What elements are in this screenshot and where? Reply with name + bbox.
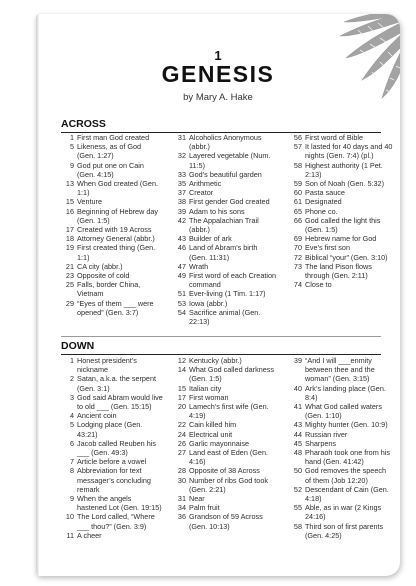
- clue-text: Wrath: [189, 261, 209, 271]
- clue-text: Article before a vowel: [77, 457, 147, 467]
- clue-text: Arithmetic: [189, 179, 222, 189]
- down-clue: [289, 420, 393, 429]
- clue-number: 73: [293, 261, 302, 271]
- down-clue: [173, 402, 277, 420]
- across-clue: [61, 179, 161, 197]
- clue-text: God put one on Cain (Gen. 4:15): [77, 160, 144, 179]
- down-clue: [289, 466, 393, 484]
- across-clue: [61, 280, 161, 298]
- across-clue: [173, 289, 277, 298]
- clue-text: Close to: [305, 280, 332, 290]
- clue-number: 69: [293, 234, 302, 244]
- page-title: GENESIS: [161, 61, 275, 87]
- clue-number: 74: [293, 280, 302, 290]
- clue-number: 36: [177, 512, 186, 522]
- clue-number: 9: [69, 160, 74, 170]
- across-clue: [173, 197, 277, 206]
- clue-text: Created with 19 Across: [77, 225, 152, 235]
- down-clue: [61, 439, 163, 457]
- down-clue: [173, 448, 277, 466]
- across-clue: [61, 207, 161, 225]
- puzzle-page: [36, 14, 400, 576]
- clue-number: 3: [69, 392, 74, 402]
- across-clue: [289, 262, 393, 280]
- clue-text: Descendant of Cain (Gen. 4:18): [305, 484, 389, 504]
- across-clue: [289, 179, 393, 188]
- clue-text: CA city (abbr.): [77, 261, 123, 271]
- clue-number: 1: [69, 133, 74, 142]
- clue-number: 53: [177, 298, 186, 308]
- clue-text: Garlic mayonnaise: [189, 438, 250, 448]
- across-clue: [289, 197, 393, 206]
- clue-number: 13: [65, 179, 74, 189]
- clue-text: Opposite of cold: [77, 271, 130, 281]
- clue-text: Layered vegetable (Num. 11:5): [189, 151, 271, 170]
- clue-number: 15: [65, 197, 74, 207]
- across-clue: [173, 188, 277, 197]
- clue-text: Palm fruit: [189, 503, 220, 513]
- down-clue: [173, 503, 277, 512]
- clue-text: Russian river: [305, 429, 348, 439]
- clue-text: First word of each Creation command: [189, 271, 277, 290]
- across-clue: [61, 299, 161, 317]
- clue-number: 35: [177, 179, 186, 189]
- clue-number: 37: [177, 188, 186, 198]
- clue-number: 51: [177, 289, 186, 299]
- clue-text: Sharpens: [305, 438, 337, 448]
- clue-number: 29: [65, 298, 74, 308]
- clue-text: Electrical unit: [189, 429, 233, 439]
- clue-number: 32: [177, 151, 186, 161]
- clue-number: 26: [177, 438, 186, 448]
- down-clue: [289, 430, 393, 439]
- clue-number: 61: [293, 197, 302, 207]
- across-clue: [61, 243, 161, 261]
- clue-text: “Eyes of them ___ were opened” (Gen. 3:7): [77, 298, 154, 317]
- down-clue: [173, 420, 277, 429]
- clue-text: Satan, a.k.a. the serpent (Gen. 3:1): [77, 374, 156, 393]
- clue-text: Land east of Eden (Gen. 4:16): [189, 448, 268, 467]
- clue-text: A cheer: [77, 530, 102, 540]
- down-column-1: [61, 356, 163, 540]
- down-clue: [173, 365, 277, 383]
- clue-number: 28: [177, 466, 186, 476]
- down-clue: [173, 384, 277, 393]
- clue-number: 19: [65, 243, 74, 253]
- clue-text: Abbreviation for text messager’s concluding remark: [77, 466, 151, 494]
- clue-text: When God created (Gen. 1:1): [77, 179, 158, 198]
- down-clue: [173, 356, 277, 365]
- clue-text: Phone co.: [305, 206, 338, 216]
- clue-number: 65: [293, 206, 302, 216]
- down-clue: [289, 402, 393, 420]
- clue-number: 42: [177, 215, 186, 225]
- clue-text: Attorney General (abbr.): [77, 234, 155, 244]
- down-clue: [61, 457, 163, 466]
- clue-text: First created thing (Gen. 1:1): [77, 243, 156, 262]
- across-clue: [173, 170, 277, 179]
- clue-text: Honest president’s nickname: [77, 356, 137, 375]
- clue-number: 44: [293, 429, 302, 439]
- clue-number: 46: [177, 243, 186, 253]
- down-clue: [61, 356, 163, 374]
- across-clue: [61, 197, 161, 206]
- across-clue: [61, 234, 161, 243]
- clue-text: Sacrifice animal (Gen. 22:13): [189, 307, 261, 327]
- down-clue: [173, 393, 277, 402]
- across-clue: [289, 188, 393, 197]
- clue-text: Lodging place (Gen. 43:21): [77, 420, 143, 439]
- clue-text: First woman: [189, 392, 229, 402]
- clue-text: When the angels hastened Lot (Gen. 19:15): [77, 494, 162, 513]
- across-clue: [173, 151, 277, 169]
- down-clue: [61, 420, 163, 438]
- clue-number: 40: [293, 383, 302, 393]
- clue-number: 48: [293, 448, 302, 458]
- across-clue: [61, 262, 161, 271]
- across-clue: [173, 262, 277, 271]
- across-column-3: [289, 133, 393, 289]
- clue-number: 57: [293, 142, 302, 152]
- down-clue: [61, 411, 163, 420]
- clue-text: The land Pison flows through (Gen. 2:11): [305, 261, 372, 281]
- across-clue: [289, 253, 393, 262]
- clue-text: Designated: [305, 197, 342, 207]
- down-clue: [61, 531, 163, 540]
- clue-number: 58: [293, 521, 302, 531]
- down-clue: [61, 374, 163, 392]
- clue-number: 11: [66, 530, 74, 540]
- across-clue: [61, 161, 161, 179]
- clue-number: 31: [177, 133, 186, 142]
- across-clue: [289, 243, 393, 252]
- author-byline: by Mary A. Hake: [183, 92, 253, 103]
- clue-number: 59: [293, 179, 302, 189]
- clue-number: 18: [65, 234, 74, 244]
- clue-text: Opposite of 38 Across: [189, 466, 260, 476]
- clue-text: Likeness, as of God (Gen. 1:27): [77, 142, 142, 161]
- clue-number: 7: [69, 457, 74, 467]
- across-clue: [173, 133, 277, 151]
- clue-text: Lamech’s first wife (Gen. 4:19): [189, 402, 269, 421]
- clue-number: 17: [177, 392, 186, 402]
- clue-text: Kentucky (abbr.): [189, 356, 242, 365]
- clue-text: It lasted for 40 days and 40 nights (Gen. 7:4) (pl.): [305, 142, 393, 161]
- across-column-1: [61, 133, 161, 317]
- across-heading: ACROSS: [61, 118, 381, 133]
- across-clue: [173, 179, 277, 188]
- clue-number: 12: [177, 356, 186, 365]
- down-clue: [289, 356, 393, 384]
- down-clue: [173, 466, 277, 475]
- clue-number: 8: [69, 466, 74, 476]
- down-clue: [61, 494, 163, 512]
- clue-number: 6: [69, 438, 74, 448]
- across-clue: [61, 142, 161, 160]
- down-clue: [173, 512, 277, 530]
- clue-number: 47: [177, 261, 186, 271]
- clue-number: 5: [69, 142, 74, 152]
- clue-number: 52: [293, 484, 302, 494]
- clue-number: 39: [177, 206, 186, 216]
- across-clue: [289, 280, 393, 289]
- chapter-number: 1: [214, 48, 222, 63]
- down-heading: DOWN: [61, 340, 381, 355]
- clue-text: Mighty hunter (Gen. 10:9): [305, 420, 388, 430]
- down-clue: [173, 430, 277, 439]
- clue-text: Hebrew name for God: [305, 234, 377, 244]
- clue-text: Eve’s first son: [305, 243, 350, 253]
- clue-number: 17: [65, 225, 74, 235]
- across-clue: [173, 216, 277, 234]
- down-clue: [173, 476, 277, 494]
- clue-text: Highest authority (1 Pet. 2:13): [305, 160, 383, 179]
- down-clue: [289, 448, 393, 466]
- clue-number: 72: [293, 252, 302, 262]
- down-clue: [173, 494, 277, 503]
- across-column-2: [173, 133, 277, 326]
- section-divider: [61, 336, 381, 337]
- clue-text: Third son of first parents (Gen. 4:25): [305, 521, 384, 540]
- clue-text: Ever-living (1 Tim. 1:17): [189, 289, 266, 299]
- clue-text: First gender God created: [189, 197, 270, 207]
- across-clue: [61, 225, 161, 234]
- clue-number: 55: [293, 503, 302, 513]
- clue-text: The Appalachian Trail (abbr.): [189, 215, 259, 235]
- across-clue: [173, 299, 277, 308]
- clue-text: God removes the speech of them (Job 12:20): [305, 466, 387, 485]
- clue-number: 34: [177, 503, 186, 513]
- down-clue: [61, 393, 163, 411]
- clue-text: Beginning of Hebrew day (Gen. 1:5): [77, 206, 159, 225]
- across-clue: [173, 271, 277, 289]
- clue-number: 5: [69, 420, 74, 430]
- clue-number: 54: [177, 307, 186, 317]
- across-clue: [289, 207, 393, 216]
- clue-text: Ancient coin: [77, 411, 117, 421]
- across-clue: [173, 207, 277, 216]
- clue-number: 15: [177, 383, 186, 393]
- clue-text: Iowa (abbr.): [189, 298, 228, 308]
- down-column-3: [289, 356, 393, 540]
- clue-number: 70: [293, 243, 302, 253]
- clue-number: 24: [177, 429, 186, 439]
- clue-text: Builder of ark: [189, 234, 232, 244]
- clue-number: 2: [69, 374, 74, 384]
- down-clue: [289, 384, 393, 402]
- down-clue: [289, 439, 393, 448]
- clue-number: 9: [69, 494, 74, 504]
- clue-number: 22: [177, 420, 186, 430]
- clue-number: 43: [177, 234, 186, 244]
- across-clue: [289, 216, 393, 234]
- clue-number: 56: [293, 133, 302, 142]
- clue-number: 45: [293, 438, 302, 448]
- clue-number: 38: [177, 197, 186, 207]
- clue-number: 39: [293, 356, 302, 365]
- clue-text: Biblical “your” (Gen. 3:10): [305, 252, 388, 262]
- clue-text: Able, as in war (2 Kings 24:16): [305, 503, 382, 522]
- clue-number: 20: [177, 402, 186, 412]
- clue-number: 50: [293, 466, 302, 476]
- clue-number: 25: [65, 280, 74, 290]
- across-clue: [61, 271, 161, 280]
- clue-text: Jacob called Reuben his ___ (Gen. 49:3): [77, 438, 156, 458]
- clue-number: 21: [65, 261, 74, 271]
- clue-text: Son of Noah (Gen. 5:32): [305, 179, 384, 189]
- down-clue: [61, 466, 163, 494]
- clue-text: What God called waters (Gen. 1:10): [305, 402, 382, 421]
- clue-number: 27: [177, 448, 186, 458]
- clue-text: Ark’s landing place (Gen. 8:4): [305, 383, 386, 402]
- down-clue: [289, 503, 393, 521]
- clue-text: God called the light this (Gen. 1:5): [305, 215, 381, 235]
- across-clue: [289, 161, 393, 179]
- clue-number: 41: [293, 402, 302, 412]
- clue-text: God said Abram would live to old ___ (Gen. 15:15): [77, 392, 163, 412]
- across-clue: [289, 234, 393, 243]
- clue-text: Venture: [77, 197, 102, 207]
- down-clue: [289, 485, 393, 503]
- clue-text: Pasta sauce: [305, 188, 345, 198]
- clue-text: Alcoholics Anonymous (abbr.): [189, 133, 262, 152]
- clue-number: 16: [65, 206, 74, 216]
- clue-number: 10: [65, 512, 74, 522]
- clue-number: 1: [69, 356, 74, 365]
- across-clue: [173, 243, 277, 261]
- clue-number: 14: [177, 365, 186, 375]
- clue-text: Adam to his sons: [189, 206, 245, 216]
- down-column-2: [173, 356, 277, 531]
- down-clue: [173, 439, 277, 448]
- clue-text: Falls, border China, Vietnam: [77, 280, 141, 299]
- across-clue: [61, 133, 161, 142]
- clue-number: 60: [293, 188, 302, 198]
- clue-text: The Lord called, “Where ___ thou?” (Gen. 3:9): [77, 512, 155, 531]
- clue-number: 58: [293, 160, 302, 170]
- clue-text: First word of Bible: [305, 133, 364, 142]
- clue-text: God’s beautiful garden: [189, 169, 262, 179]
- clue-text: Cain killed him: [189, 420, 237, 430]
- clue-number: 23: [65, 271, 74, 281]
- clue-number: 49: [177, 271, 186, 281]
- across-clue: [289, 133, 393, 142]
- clue-text: Grandson of 59 Across (Gen. 10:13): [189, 512, 263, 531]
- clue-number: 4: [69, 411, 74, 421]
- clue-text: Land of Abram’s birth (Gen. 11:31): [189, 243, 258, 262]
- clue-number: 66: [293, 215, 302, 225]
- clue-text: Pharaoh took one from his hand (Gen. 41:42): [305, 448, 391, 467]
- clue-text: First man God created: [77, 133, 150, 142]
- across-clue: [289, 142, 393, 160]
- down-clue: [61, 512, 163, 530]
- clue-text: “And I will ___enmity between thee and the woman” (Gen. 3:15): [305, 356, 375, 384]
- clue-text: Creator: [189, 188, 214, 198]
- across-clue: [173, 308, 277, 326]
- clue-text: What God called darkness (Gen. 1:5): [189, 365, 275, 384]
- clue-number: 30: [177, 475, 186, 485]
- clue-number: 33: [177, 169, 186, 179]
- across-clue: [173, 234, 277, 243]
- clue-text: Italian city: [189, 383, 222, 393]
- clue-text: Number of ribs God took (Gen. 2:21): [189, 475, 268, 494]
- clue-number: 43: [293, 420, 302, 430]
- down-clue: [289, 522, 393, 540]
- clue-number: 31: [177, 494, 186, 504]
- clue-text: Near: [189, 494, 205, 504]
